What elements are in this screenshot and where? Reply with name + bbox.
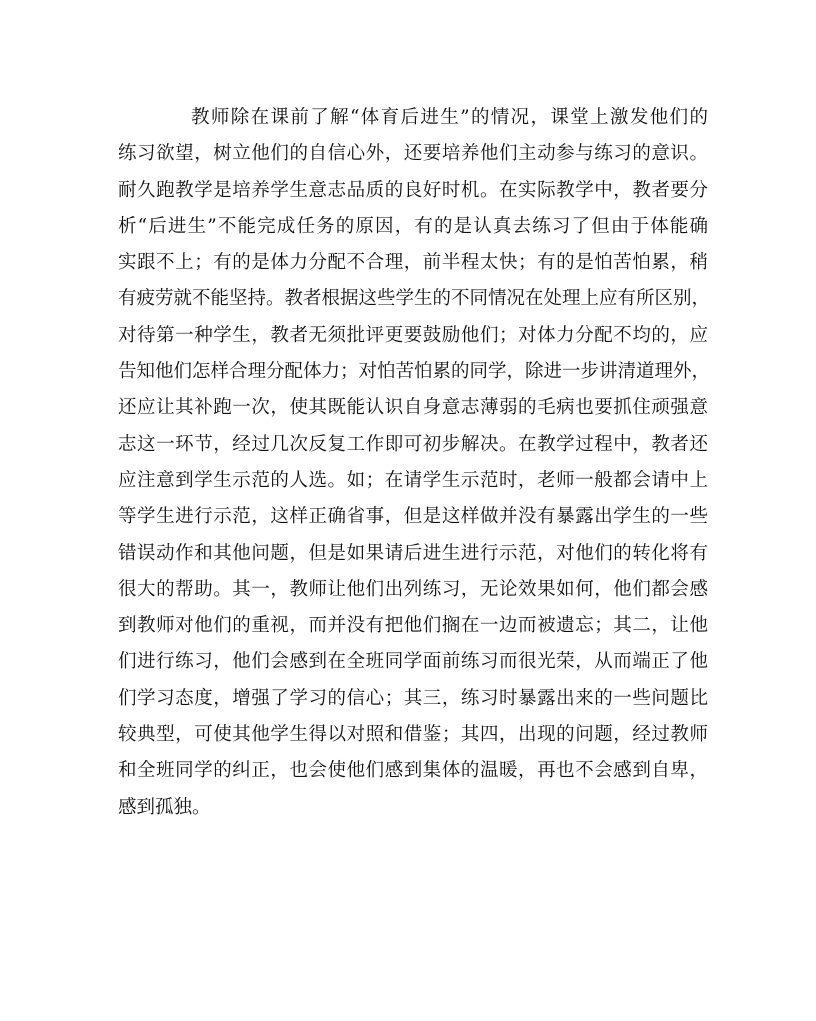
paragraph-line: 析“后进生”不能完成任务的原因，有的是认真去练习了但由于体能确	[118, 215, 708, 237]
paragraph-line: 实跟不上；有的是体力分配不合理，前半程太快；有的是怕苦怕累，稍	[118, 252, 708, 274]
paragraph-line: 们学习态度，增强了学习的信心；其三，练习时暴露出来的一些问题比	[118, 687, 708, 709]
paragraph-line: 感到孤独。	[118, 796, 211, 818]
paragraph-line: 教师除在课前了解“体育后进生”的情况，课堂上激发他们的	[191, 107, 708, 128]
paragraph-line: 较典型，可使其他学生得以对照和借鉴；其四，出现的问题，经过教师	[118, 724, 708, 746]
paragraph-line: 耐久跑教学是培养学生意志品质的良好时机。在实际教学中，教者要分	[118, 179, 708, 201]
paragraph-line: 有疲劳就不能坚持。教者根据这些学生的不同情况在处理上应有所区别，	[118, 288, 711, 310]
paragraph-line: 很大的帮助。其一，教师让他们出列练习，无论效果如何，他们都会感	[118, 578, 708, 600]
paragraph-line: 到教师对他们的重视，而并没有把他们搁在一边而被遗忘；其二，让他	[118, 615, 708, 637]
paragraph-line: 练习欲望，树立他们的自信心外，还要培养他们主动参与练习的意识。	[118, 143, 708, 165]
paragraph-line: 们进行练习，他们会感到在全班同学面前练习而很光荣，从而端正了他	[118, 651, 708, 673]
body-paragraph	[118, 100, 711, 826]
paragraph-line: 等学生进行示范，这样正确省事，但是这样做并没有暴露出学生的一些	[118, 506, 708, 528]
paragraph-line: 错误动作和其他问题，但是如果请后进生进行示范，对他们的转化将有	[118, 542, 708, 564]
paragraph-line: 应注意到学生示范的人选。如；在请学生示范时，老师一般都会请中上	[118, 469, 708, 491]
paragraph-line: 还应让其补跑一次，使其既能认识自身意志薄弱的毛病也要抓住顽强意	[118, 397, 708, 419]
paragraph-line: 告知他们怎样合理分配体力；对怕苦怕累的同学，除进一步讲清道理外，	[118, 361, 711, 383]
paragraph-line: 志这一环节，经过几次反复工作即可初步解决。在教学过程中，教者还	[118, 433, 708, 455]
paragraph-line: 和全班同学的纠正，也会使他们感到集体的温暖，再也不会感到自卑，	[118, 760, 708, 782]
paragraph-line: 对待第一种学生，教者无须批评更要鼓励他们；对体力分配不均的，应	[118, 324, 708, 346]
